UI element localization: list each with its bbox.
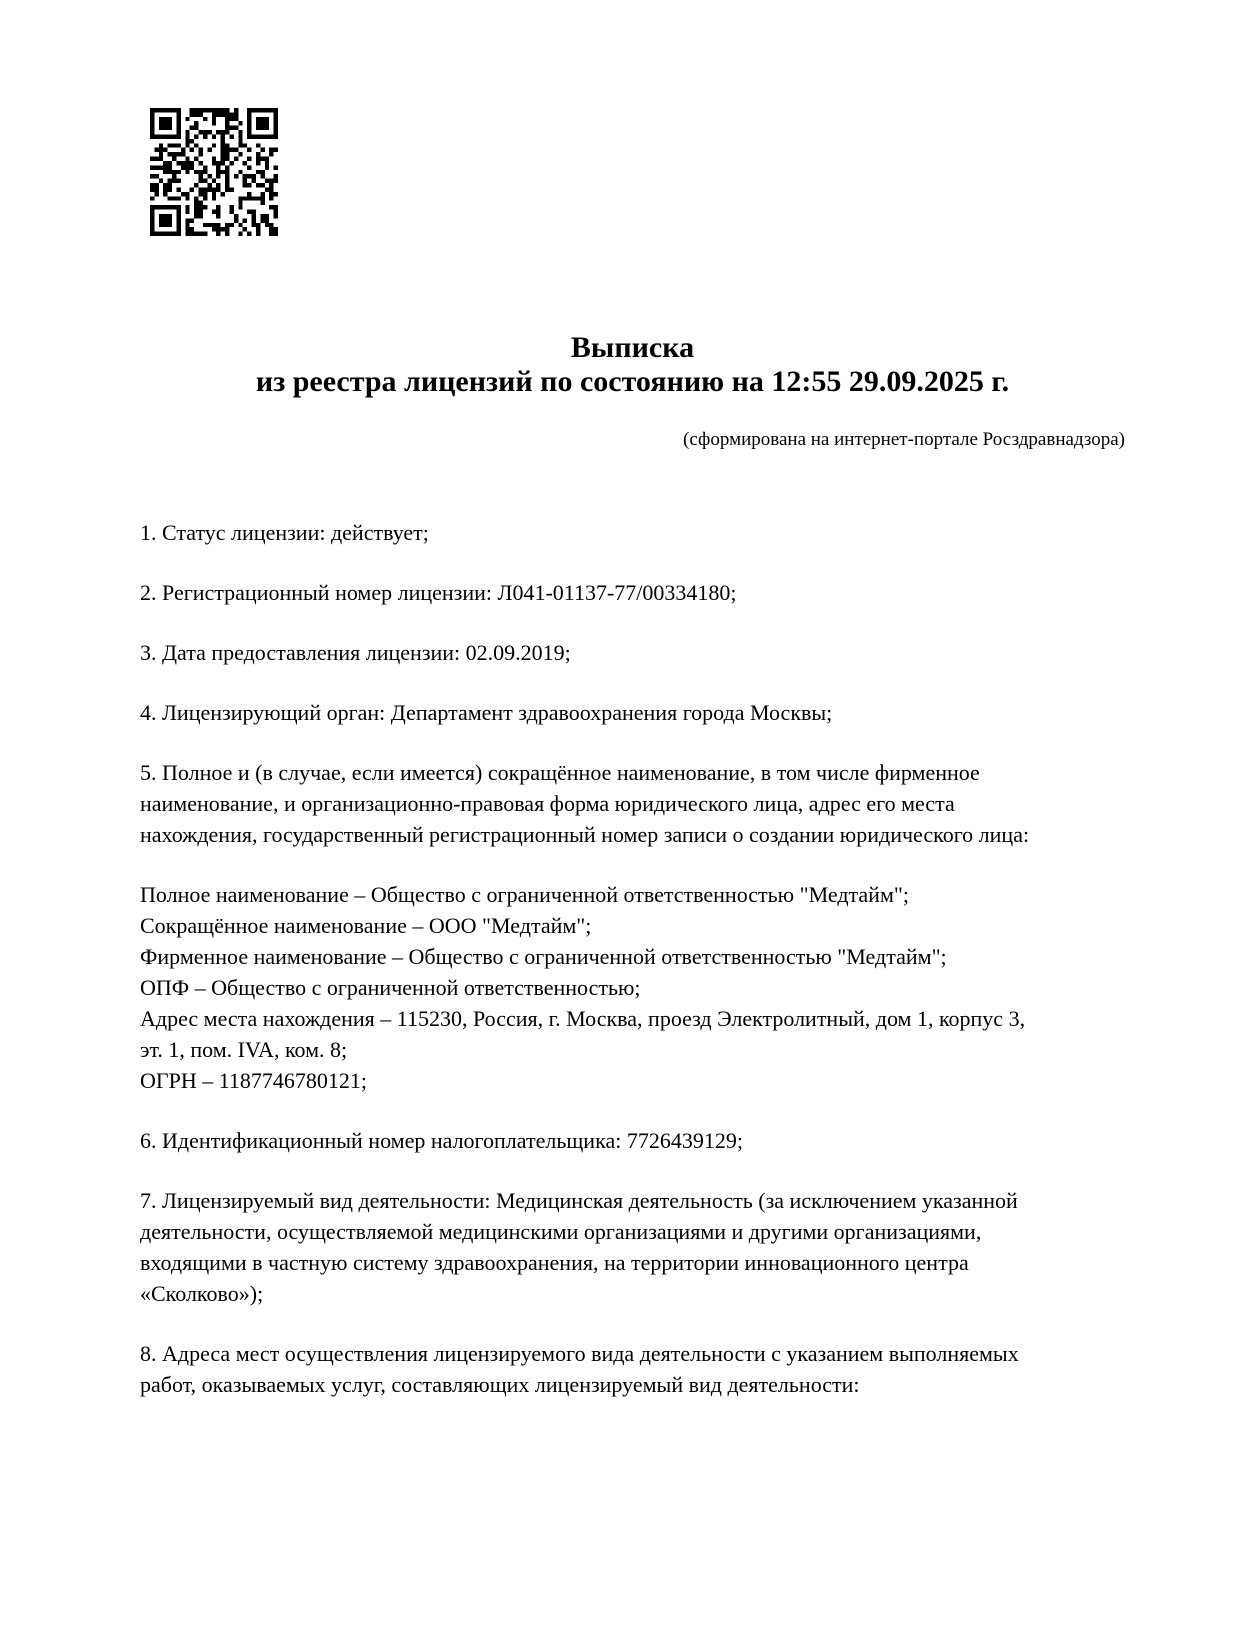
document-content: [140, 331, 1125, 1429]
document-title: [140, 331, 1125, 399]
paragraph: 8. Адреса мест осуществления лицензируемого вида деятельности с указанием выполняемых работ, оказываемых услуг, составляющих лицензируемый вид деятельности:: [140, 1341, 1019, 1397]
title-line-1: Выписка: [570, 331, 695, 364]
paragraph: 6. Идентификационный номер налогоплательщика: 7726439129;: [140, 1128, 743, 1153]
paragraph: 5. Полное и (в случае, если имеется) сокращённое наименование, в том числе фирменное наименование, и организационно-правовая форма юридического лица, адрес его места нахождения, государственный регистрационный номер записи о создании юридического лица:: [140, 760, 1030, 847]
paragraph: 3. Дата предоставления лицензии: 02.09.2019;: [140, 640, 571, 665]
paragraph: 1. Статус лицензии: действует;: [140, 520, 429, 545]
paragraph: 2. Регистрационный номер лицензии: Л041-01137-77/00334180;: [140, 580, 737, 605]
paragraph: Полное наименование – Общество с ограниченной ответственностью "Медтайм"; Сокращённое наименование – ООО "Медтайм"; Фирменное наименование – Общество с ограниченной ответственностью "Медтайм"; ОПФ – Общество с ограниченной ответственностью; Адрес места нахождения – 115230, Россия, г. Москва, проезд Электролитный, дом 1, корпус 3, эт. 1, пом. IVA, ком. 8; ОГРН – 1187746780121;: [140, 882, 1026, 1093]
document-body: [140, 517, 1125, 1400]
paragraph: 7. Лицензируемый вид деятельности: Медицинская деятельность (за исключением указанной деятельности, осуществляемой медицинскими организациями и другими организациями, входящими в частную систему здравоохранения, на территории инновационного центра «Сколково»);: [140, 1188, 1018, 1306]
paragraph: 4. Лицензирующий орган: Департамент здравоохранения города Москвы;: [140, 700, 833, 725]
qr-code-icon: [150, 108, 278, 236]
document-subtitle: (сформирована на интернет-портале Росздравнадзора): [683, 429, 1125, 450]
title-line-2: из реестра лицензий по состоянию на 12:55 29.09.2025 г.: [255, 365, 1010, 398]
